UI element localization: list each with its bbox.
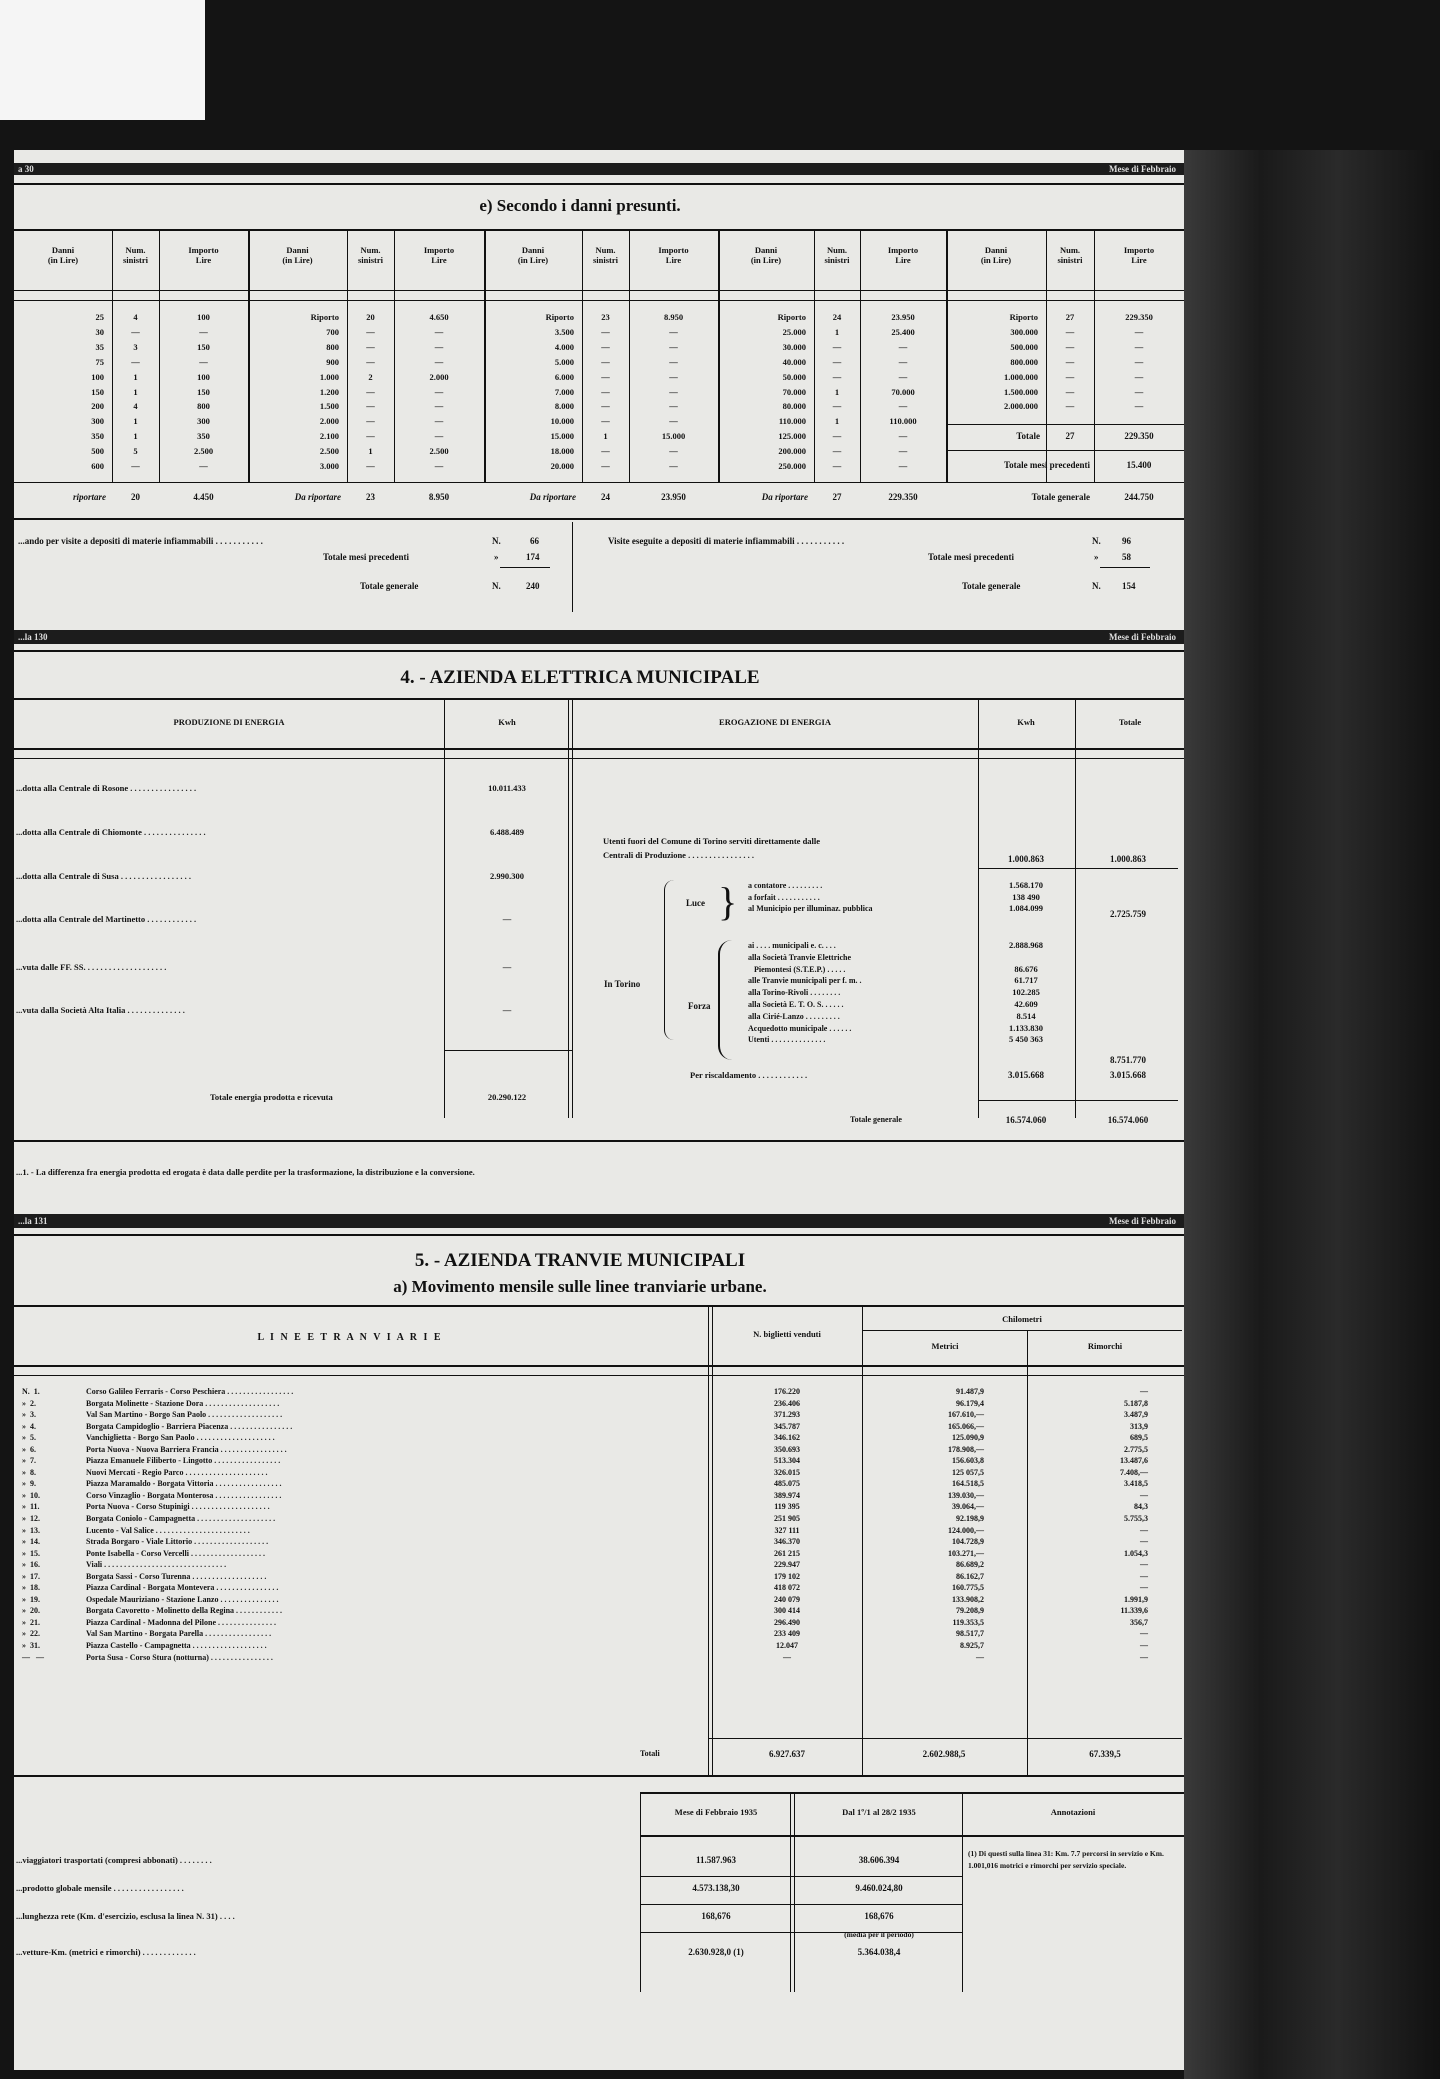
summary-row-label: ...lunghezza rete (Km. d'esercizio, esclusa la linea N. 31) . . . . [16,1912,235,1921]
danni-values: Riporto 300.000 500.000 800.000 1.000.000 1.500.000 2.000.000 [1004,312,1038,412]
num-header: Num. sinistri [357,245,384,265]
summary-row-period: 5.364.038,4 [857,1947,901,1957]
rule [962,1792,963,1992]
kwh-header: Kwh [498,717,516,727]
importo-values: 100 — 150 — 100 150 800 300 350 2.500 — [193,312,214,472]
danni-values: Riporto 25.000 30.000 40.000 50.000 70.000 80.000 110.000 125.000 200.000 250.000 [777,312,806,472]
rule [14,1234,1184,1236]
rule [640,1792,641,1992]
num-header: Num. sinistri [824,245,850,265]
inspections-left-line3: Totale generale [360,581,419,591]
section5-band [14,1214,1184,1228]
production-row-label: ...dotta alla Centrale di Chiomonte . . . . . . . . . . . . . . . [16,828,206,837]
rule [572,698,573,1118]
carry-importo: 229.350 [888,492,918,502]
danni-values: Riporto 700 800 900 1.000 1.200 1.500 2.000 2.100 2.500 3.000 [310,312,339,472]
inspections-right-line1: Visite eseguite a depositi di materie infiammabili . . . . . . . . . . . [608,536,845,546]
rule [1075,698,1076,1118]
summary-row-month: 11.587.963 [695,1855,736,1865]
summary-row-month: 168,676 [701,1911,731,1921]
prod-total-value: 20.290.122 [487,1092,527,1102]
rule [978,868,1178,869]
utenti-total: 1.000.863 [1110,854,1146,864]
danni-header: Danni (in Lire) [282,245,313,265]
rule [946,424,1184,425]
production-row-kwh: — [502,914,512,924]
gen-kwh: 16.574.060 [1005,1115,1047,1125]
rule [14,518,1184,520]
summary-row-label: ...prodotto globale mensile . . . . . . . . . . . . . . . . . [16,1884,184,1893]
importo-header: Importo Lire [887,245,919,265]
prev-months-label: Totale mesi precedenti [1004,460,1090,470]
num-header: Num. sinistri [1057,245,1083,265]
rule [14,1365,1184,1367]
forza-label: Forza [688,1001,711,1011]
summary-row-label: ...viaggiatori trasportati (compresi abbonati) . . . . . . . . [16,1856,212,1865]
danni-header: Danni (in Lire) [517,245,549,265]
importo-values: 4.650 — — — 2.000 — — — — 2.500 — [429,312,449,472]
danni-values: 25 30 35 75 100 150 200 300 350 500 600 [91,312,104,472]
rule [794,1792,795,1992]
importo-header: Importo Lire [1123,245,1155,265]
rule [1027,1330,1028,1775]
carry-label: Da riportare [761,492,808,502]
summary-row-period: 38.606.394 [858,1855,900,1865]
linee-header: L I N E E T R A N V I A R I E [257,1332,443,1343]
forza-brace [718,940,734,1060]
production-row-kwh: 10.011.433 [488,783,526,793]
rule [444,1050,572,1051]
inspections-right-n1-label: N. [1092,536,1101,546]
rule [14,229,1184,231]
danni-header: Danni (in Lire) [980,245,1012,265]
chilometri-header: Chilometri [1002,1314,1042,1324]
section5-subtitle: a) Movimento mensile sulle linee tranviarie urbane. [393,1277,767,1296]
metrici-values: 91.487,9 96.179,4 167.610,— 165.066,— 125.090,9 178.908,— 156.603,8 125 057,5 164.518,5 139.030,— 39.064,— 92.198,9 124.000,— 104.728,9 103.271,— 86.689,2 86.162,7 160.775,5 133.908,2 79.208,9 119.353,5 98.517,7 8.925,7 — [948,1387,984,1662]
summary-h3: Annotazioni [1050,1807,1096,1817]
rule [14,1775,1184,1777]
carry-num: 24 [601,492,610,502]
section4-title: 4. - AZIENDA ELETTRICA MUNICIPALE [400,667,760,688]
metrici-header: Metrici [931,1341,959,1351]
forza-kwh: 2.888.968 86.676 61.717 102.285 42.609 8.514 1.133.830 5 450 363 [1009,940,1043,1045]
section4-note: ...1. - La differenza fra energia prodotta ed erogata è data dalle perdite per la trasformazione, la distribuzione e la conversione. [16,1167,475,1177]
carry-importo: 8.950 [428,492,450,502]
inspections-right-n2: 58 [1122,552,1131,562]
num-header: Num. sinistri [122,245,149,265]
rule [500,567,550,568]
section5-band-right: Mese di Febbraio [1109,1216,1176,1226]
production-row-label: ...vuta dalle FF. SS. . . . . . . . . . . . . . . . . . . . [16,963,167,972]
totals-label: Totali [640,1749,660,1758]
carry-label: Da riportare [294,492,341,502]
rule [790,1792,791,1992]
production-row-kwh: 6.488.489 [490,827,524,837]
total-num: 27 [1065,431,1075,441]
risc-kwh: 3.015.668 [1008,1070,1044,1080]
inspections-left-line2: Totale mesi precedenti [323,552,409,562]
rule [978,1100,1178,1101]
total-rimorchi: 67.339,5 [1089,1749,1121,1759]
summary-row-period: 168,676 [864,1911,894,1921]
rule [14,748,1184,750]
header-left-code: a 30 [18,164,34,174]
utenti-label2: Centrali di Produzione . . . . . . . . . . . . . . . . [603,850,754,860]
summary-annotation: (1) Di questi sulla linea 31: Km. 7.7 percorsi in servizio e Km. 1.001,016 motrici e rimorchi per servizio speciale. [968,1849,1164,1870]
rule [14,1305,1184,1307]
top-header-bar [14,163,1184,175]
scan-dark-edge [1184,150,1440,2079]
kwh2-header: Kwh [1017,717,1035,727]
rule [14,183,1184,185]
forza-total: 8.751.770 [1110,1055,1146,1065]
luce-label: Luce [686,898,705,908]
production-row-kwh: — [502,1005,512,1015]
prod-header: PRODUZIONE DI ENERGIA [173,717,285,727]
importo-values: 8.950 — — — — — — — 15.000 — — [661,312,686,472]
num-values: 4 — 3 — 1 1 4 1 1 5 — [131,312,140,472]
inspections-right-line3: Totale generale [962,581,1021,591]
section4-band-left: ...la 130 [18,632,48,642]
danni-header: Danni (in Lire) [750,245,782,265]
rule [708,1305,709,1775]
rule [708,1738,1182,1739]
num-values: 23 — — — — — — — 1 — — [601,312,610,472]
total-header: Totale [1118,717,1142,727]
carry-label: riportare [72,492,106,502]
rule [14,300,1184,301]
scan-white-corner [0,0,205,120]
inspections-right-n3: 154 [1122,581,1136,591]
inspections-left-n1-label: N. [492,536,501,546]
section5-title: 5. - AZIENDA TRANVIE MUNICIPALI [414,1250,746,1271]
summary-h2: Dal 1º/1 al 28/2 1935 [842,1807,916,1817]
rule [14,758,1184,759]
production-row-label: ...dotta alla Centrale di Susa . . . . . . . . . . . . . . . . . [16,872,191,881]
rule [640,1876,962,1877]
inspections-right-n2-label: » [1094,552,1099,562]
importo-values: 23.950 25.400 — — — 70.000 — 110.000 — — — [889,312,917,472]
utenti-kwh: 1.000.863 [1008,854,1044,864]
rule [14,698,1184,700]
torino-brace [664,880,685,1040]
inspections-left-n1: 66 [530,536,539,546]
rule [862,1305,863,1775]
rule [14,290,1184,291]
prod-total-label: Totale energia prodotta e ricevuta [210,1092,333,1102]
rule [14,1140,1184,1142]
erog-header: EROGAZIONE DI ENERGIA [719,717,831,727]
risc-label: Per riscaldamento . . . . . . . . . . . . [690,1070,808,1080]
in-torino-label: In Torino [604,979,641,989]
carry-num: 27 [832,492,842,502]
total-importo: 229.350 [1124,431,1154,441]
gen-total: 16.574.060 [1107,1115,1149,1125]
rule [14,482,1184,483]
production-row-kwh: 2.990.300 [490,871,524,881]
rule [14,1375,1184,1376]
carry-num: 20 [131,492,140,502]
luce-brace: } [718,879,738,924]
total-metrici: 2.602.988,5 [922,1749,966,1759]
summary-row-month: 4.573.138,30 [692,1883,740,1893]
carry-importo: 4.450 [193,492,214,502]
rule [712,1305,713,1775]
risc-total: 3.015.668 [1110,1070,1146,1080]
inspections-left-line1: ...ando per visite a depositi di materie infiammabili . . . . . . . . . . . [18,536,263,546]
summary-row-label: ...vetture-Km. (metrici e rimorchi) . . . . . . . . . . . . . [16,1948,196,1957]
grand-total-label: Totale generale [1031,492,1090,502]
header-month: Mese di Febbraio [1109,164,1176,174]
inspections-right-n1: 96 [1122,536,1131,546]
prev-months-importo: 15.400 [1126,460,1152,470]
section4-band-right: Mese di Febbraio [1109,632,1176,642]
rule [946,450,1184,451]
inspections-left-n3-label: N. [492,581,501,591]
rule [978,698,979,1118]
production-row-label: ...dotta alla Centrale di Rosone . . . . . . . . . . . . . . . . [16,784,197,793]
luce-items: a contatore . . . . . . . . . a forfait . . . . . . . . . . . al Municipio per illuminaz. pubblica [748,881,873,913]
grand-total-importo: 244.750 [1124,492,1154,502]
biglietti-header: N. biglietti venduti [753,1329,821,1339]
utenti-label1: Utenti fuori del Comune di Torino serviti direttamente dalle [603,836,821,846]
rimorchi-values: — 5.187,8 3.487,9 313,9 689,5 2.775,5 13.487,6 7.408,— 3.418,5 — 84,3 5.755,3 — — 1.054,3 — — — 1.991,9 11.339,6 356,7 — — — [1120,1387,1148,1662]
summary-v2-note: (media per il periodo) [844,1930,914,1939]
num-header: Num. sinistri [592,245,619,265]
danni-header: Danni (in Lire) [47,245,79,265]
luce-total: 2.725.759 [1110,909,1146,919]
importo-header: Importo Lire [188,245,219,265]
carry-num: 23 [366,492,375,502]
num-values: 27 — — — — — — [1065,312,1075,412]
importo-header: Importo Lire [658,245,689,265]
rule [14,650,1184,652]
rule [640,1792,1184,1794]
summary-row-period: 9.460.024,80 [855,1883,903,1893]
summary-h1: Mese di Febbraio 1935 [674,1807,758,1817]
total-label: Totale [1016,431,1040,441]
inspections-left-n2-label: » [494,552,499,562]
inspections-right-n3-label: N. [1092,581,1101,591]
rimorchi-header: Rimorchi [1087,1341,1123,1351]
production-row-kwh: — [502,962,512,972]
gen-label: Totale generale [850,1115,902,1124]
rule [1100,567,1150,568]
importo-values: 229.350 — — — — — — [1125,312,1153,412]
rule [640,1835,1184,1837]
section5-band-left: ...la 131 [18,1216,48,1226]
carry-label: Da riportare [529,492,576,502]
rule [862,1330,1182,1331]
line-numbers: N. 1. » 2. » 3. » 4. » 5. » 6. » 7. » 8. » 9. » 10. » 11. » 12. » 13. » 14. » 15. » 16. » 17. » 18. » 19. » 20. » 21. » 22. » 31. — — [22,1387,44,1662]
danni-values: Riporto 3.500 4.000 5.000 6.000 7.000 8.000 10.000 15.000 18.000 20.000 [545,312,574,472]
rule [444,698,445,1118]
importo-header: Importo Lire [423,245,455,265]
production-row-label: ...vuta dalla Società Alta Italia . . . . . . . . . . . . . . [16,1006,185,1015]
rule [568,698,569,1118]
rule [572,522,573,612]
production-row-label: ...dotta alla Centrale del Martinetto . . . . . . . . . . . . [16,915,197,924]
rule [640,1904,962,1905]
num-values: 24 1 — — — 1 — 1 — — — [832,312,842,472]
summary-row-month: 2.630.928,0 (1) [688,1947,744,1957]
total-biglietti: 6.927.637 [769,1749,805,1759]
biglietti-values: 176.220 236.406 371.293 345.787 346.162 350.693 513.304 326.015 485.075 389.974 119 395 251 905 327 111 346.370 261 215 229.947 179 102 418 072 240 079 300 414 296.490 233 409 12.047 — [774,1387,800,1662]
line-names: Corso Galileo Ferraris - Corso Peschiera . . . . . . . . . . . . . . . . . Borgata Molinette - Stazione Dora . . . . . . . . . . . . . . . . . . . Val San Martino - Borgo San Paolo . . . . . . . . . . . . . . . . . . . Borgata Campidoglio - Barriera Piacenza . . . . . . . . . . . . . . . . Vanchiglietta - Borgo San Paolo . . . . . . . . . . . . . . . . . . . . Porta Nuova - Nuova Barriera Francia . . . . . . . . . . . . . . . . . Piazza Emanuele Filiberto - Lingotto . . . . . . . . . . . . . . . . . Nuovi Mercati - Regio Parco . . . . . . . . . . . . . . . . . . . . . Piazza Maramaldo - Borgata Vittoria . . . . . . . . . . . . . . . . . Corso Vinzaglio - Borgata Monterosa . . . . . . . . . . . . . . . . . Porta Nuova - Corso Stupinigi . . . . . . . . . . . . . . . . . . . . Borgata Coniolo - Campagnetta . . . . . . . . . . . . . . . . . . . . Lucento - Val Salice . . . . . . . . . . . . . . . . . . . . . . . . Strada Borgaro - Viale Littorio . . . . . . . . . . . . . . . . . . . Ponte Isabella - Corso Vercelli . . . . . . . . . . . . . . . . . . . Viali . . . . . . . . . . . . . . . . . . . . . . . . . . . . . . . Borgata Sassi - Corso Turenna . . . . . . . . . . . . . . . . . . . Piazza Cardinal - Borgata Montevera . . . . . . . . . . . . . . . . Ospedale Mauriziano - Stazione Lanzo . . . . . . . . . . . . . . . Borgata Cavoretto - Molinetto della Regina . . . . . . . . . . . . Piazza Cardinal - Madonna del Pilone . . . . . . . . . . . . . . . Val San Martino - Borgata Parella . . . . . . . . . . . . . . . . . Piazza Castello - Campagnetta . . . . . . . . . . . . . . . . . . . Porta Susa - Corso Stura (notturna) . . . . . . . . . . . . . . . . [86,1387,294,1662]
section4-band [14,630,1184,644]
num-values: 20 — — — 2 — — — — 1 — [366,312,375,472]
inspections-left-n3: 240 [526,581,540,591]
inspections-right-line2: Totale mesi precedenti [928,552,1014,562]
carry-importo: 23.950 [661,492,686,502]
inspections-left-n2: 174 [526,552,540,562]
luce-kwh: 1.568.170 138 490 1.084.099 [1009,880,1043,913]
damages-title: e) Secondo i danni presunti. [479,196,681,215]
forza-items: ai . . . . municipali e. c. . . . alla Società Tranvie Elettriche Piemontesi (S.T.E.P.) . . . . . alle Tranvie municipali per f. m. . alla Torino-Rivoli . . . . . . . . alla Società E. T. O. S. . . . . . alla Cirié-Lanzo . . . . . . . . . Acquedotto municipale . . . . . . Utenti . . . . . . . . . . . . . . [748,941,862,1045]
